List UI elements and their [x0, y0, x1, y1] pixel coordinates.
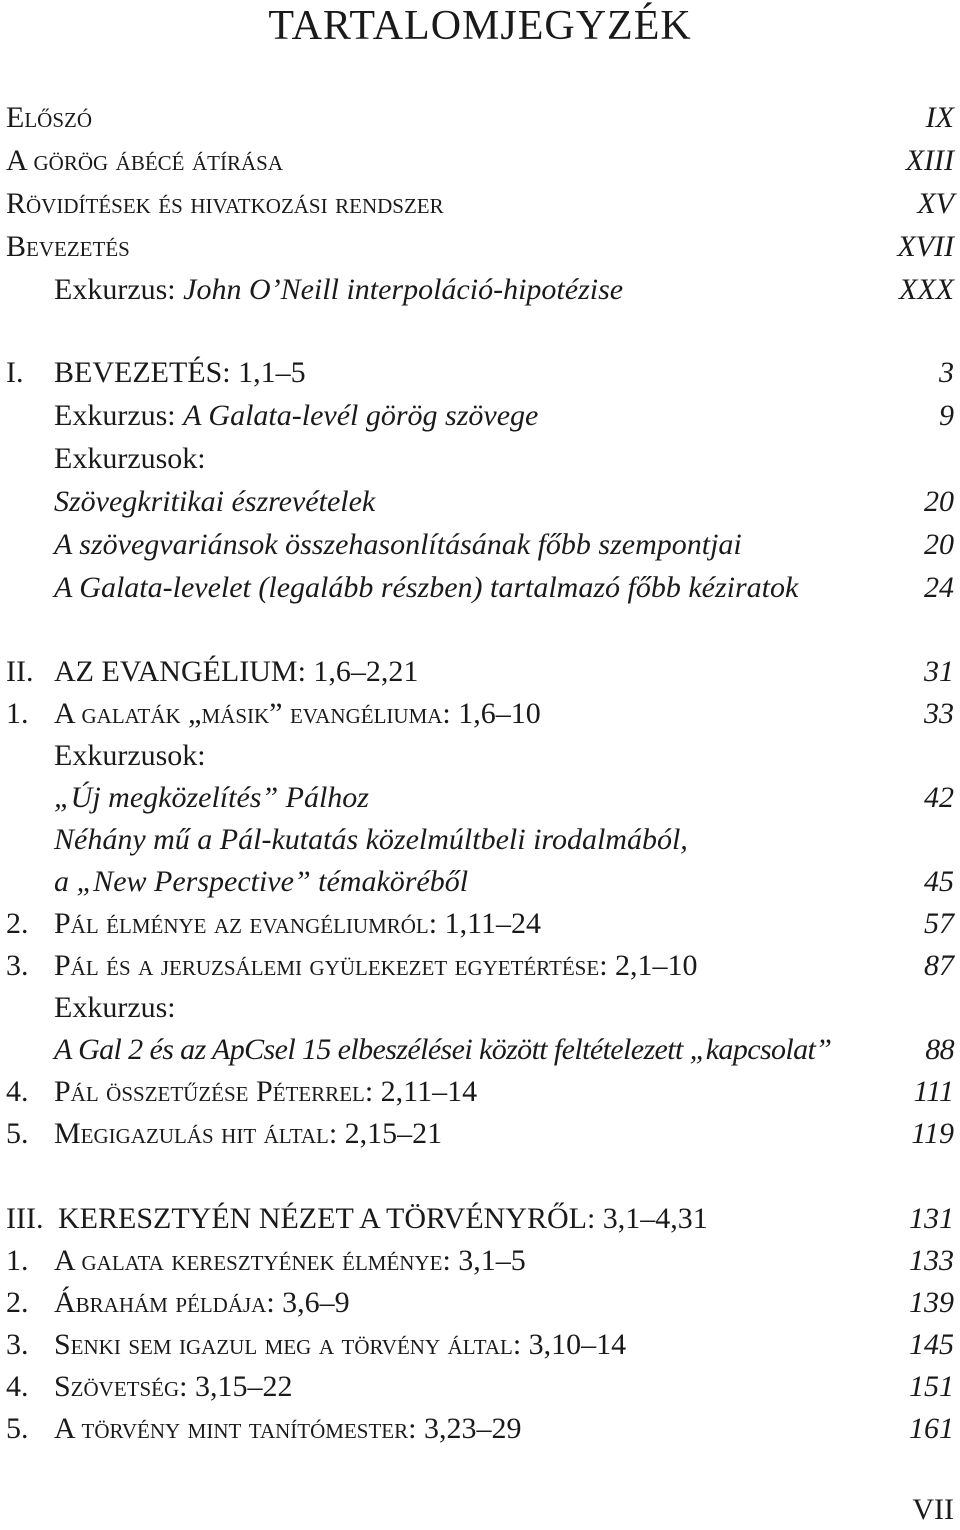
chapter-label: A galaták „másik” evangéliuma: 1,6–10 — [54, 697, 541, 730]
entry-page: 133 — [909, 1244, 954, 1277]
chapter-label: Senki sem igazul meg a törvény által: 3,10–14 — [54, 1328, 627, 1361]
entry-page: 111 — [913, 1075, 954, 1108]
chapter-number: 3. — [6, 949, 29, 982]
chapter-label: Pál élménye az evangéliumról: 1,11–24 — [54, 907, 541, 940]
entry-page: 24 — [924, 571, 954, 604]
entry-page: 20 — [924, 528, 954, 561]
toc-chapter — [6, 1241, 954, 1281]
toc-entry — [6, 1030, 954, 1070]
chapter-label: Pál és a jeruzsálemi gyülekezet egyetértése: 2,1–10 — [54, 949, 698, 982]
toc-entry — [6, 778, 954, 818]
entry-page: 3 — [939, 356, 954, 389]
toc-entry — [6, 736, 954, 776]
entry-page: XXX — [899, 273, 954, 306]
part-number: I. — [6, 356, 24, 389]
entry-page: XIII — [905, 144, 954, 177]
toc-chapter — [6, 904, 954, 944]
chapter-number: 1. — [6, 1244, 29, 1277]
toc-chapter — [6, 1409, 954, 1449]
toc-chapter — [6, 694, 954, 734]
exkurzus-title: A Galata-levél görög szövege — [183, 399, 539, 432]
entry-page: 42 — [924, 781, 954, 814]
chapter-number: 5. — [6, 1117, 29, 1150]
entry-page: XV — [917, 187, 954, 220]
toc-chapter — [6, 1114, 954, 1154]
chapter-label: Megigazulás hit által: 2,15–21 — [54, 1117, 443, 1150]
toc-entry — [6, 141, 954, 181]
entry-page: 57 — [924, 907, 954, 940]
chapter-number: 2. — [6, 1286, 29, 1319]
entry-page: 31 — [924, 655, 954, 688]
entry-label: Rövidítések és hivatkozási rendszer — [6, 187, 444, 220]
chapter-label: Szövetség: 3,15–22 — [54, 1370, 293, 1403]
entry-label: „Új megközelítés” Pálhoz — [54, 781, 369, 814]
exkurzus-label: Exkurzus: — [54, 991, 176, 1024]
entry-page: 87 — [924, 949, 954, 982]
toc-chapter — [6, 1283, 954, 1323]
entry-page: 151 — [909, 1370, 954, 1403]
exkurzus-prefix: Exkurzus: — [54, 273, 184, 306]
entry-page: 45 — [924, 865, 954, 898]
entry-label: Szövegkritikai észrevételek — [54, 485, 376, 518]
part-label: KERESZTYÉN NÉZET A TÖRVÉNYRŐL: 3,1–4,31 — [58, 1202, 708, 1235]
chapter-label: Pál összetűzése Péterrel: 2,11–14 — [54, 1075, 478, 1108]
toc-chapter — [6, 946, 954, 986]
entry-page: 131 — [909, 1202, 954, 1235]
entry-page: IX — [925, 101, 954, 134]
entry-label: Bevezetés — [6, 230, 130, 263]
toc-entry — [6, 184, 954, 224]
chapter-number: 2. — [6, 907, 29, 940]
entry-page: 161 — [909, 1412, 954, 1445]
toc-entry — [6, 227, 954, 267]
entry-page: 9 — [939, 399, 954, 432]
toc-entry — [6, 98, 954, 138]
entry-label: A Gal 2 és az ApCsel 15 elbeszélései között feltételezett „kapcsolat” — [54, 1033, 832, 1066]
entry-page: XVII — [897, 230, 954, 263]
entry-page: 20 — [924, 485, 954, 518]
entry-page: 33 — [924, 697, 954, 730]
exkurzusok-label: Exkurzusok: — [54, 442, 206, 475]
entry-label: Előszó — [6, 101, 92, 134]
toc-entry — [6, 439, 954, 479]
toc-entry — [6, 270, 954, 310]
chapter-label: A törvény mint tanítómester: 3,23–29 — [54, 1412, 522, 1445]
toc-chapter — [6, 1072, 954, 1112]
chapter-number: 3. — [6, 1328, 29, 1361]
toc-entry — [6, 482, 954, 522]
toc-part-heading — [6, 1199, 954, 1239]
entry-page: 88 — [925, 1033, 954, 1066]
entry-label: Néhány mű a Pál-kutatás közelmúltbeli irodalmából, — [54, 823, 688, 856]
entry-label — [54, 270, 623, 310]
exkurzus-prefix: Exkurzus: — [54, 399, 184, 432]
toc-entry — [6, 862, 954, 902]
toc-part-heading — [6, 652, 954, 692]
entry-label: A szövegvariánsok összehasonlításának főbb szempontjai — [54, 528, 742, 561]
page-title: TARTALOMJEGYZÉK — [268, 3, 692, 49]
entry-label — [54, 396, 538, 436]
entry-page: 119 — [911, 1117, 954, 1150]
exkurzusok-label: Exkurzusok: — [54, 739, 206, 772]
toc-chapter — [6, 1367, 954, 1407]
entry-page: 145 — [909, 1328, 954, 1361]
toc-part-heading — [6, 353, 954, 393]
chapter-label: Ábrahám példája: 3,6–9 — [54, 1286, 350, 1319]
chapter-number: 4. — [6, 1075, 29, 1108]
chapter-number: 4. — [6, 1370, 29, 1403]
chapter-label: A galata keresztyének élménye: 3,1–5 — [54, 1244, 526, 1277]
entry-label: A Galata-levelet (legalább részben) tartalmazó főbb kéziratok — [54, 571, 799, 604]
part-label: AZ EVANGÉLIUM: 1,6–2,21 — [54, 655, 419, 688]
toc-entry — [6, 525, 954, 565]
entry-label: a „New Perspective” témaköréből — [54, 865, 469, 898]
toc-entry — [6, 568, 954, 608]
toc-entry — [6, 396, 954, 436]
toc-entry — [6, 988, 954, 1028]
exkurzus-title: John O’Neill interpoláció-hipotézise — [183, 273, 624, 306]
entry-label: A görög ábécé átírása — [6, 144, 284, 177]
toc-entry — [6, 820, 954, 860]
part-number: II. — [6, 655, 34, 688]
part-number: III. — [6, 1202, 44, 1235]
page-number: VII — [912, 1493, 954, 1526]
toc-chapter — [6, 1325, 954, 1365]
part-label: BEVEZETÉS: 1,1–5 — [54, 356, 306, 389]
entry-page: 139 — [909, 1286, 954, 1319]
chapter-number: 5. — [6, 1412, 29, 1445]
chapter-number: 1. — [6, 697, 29, 730]
